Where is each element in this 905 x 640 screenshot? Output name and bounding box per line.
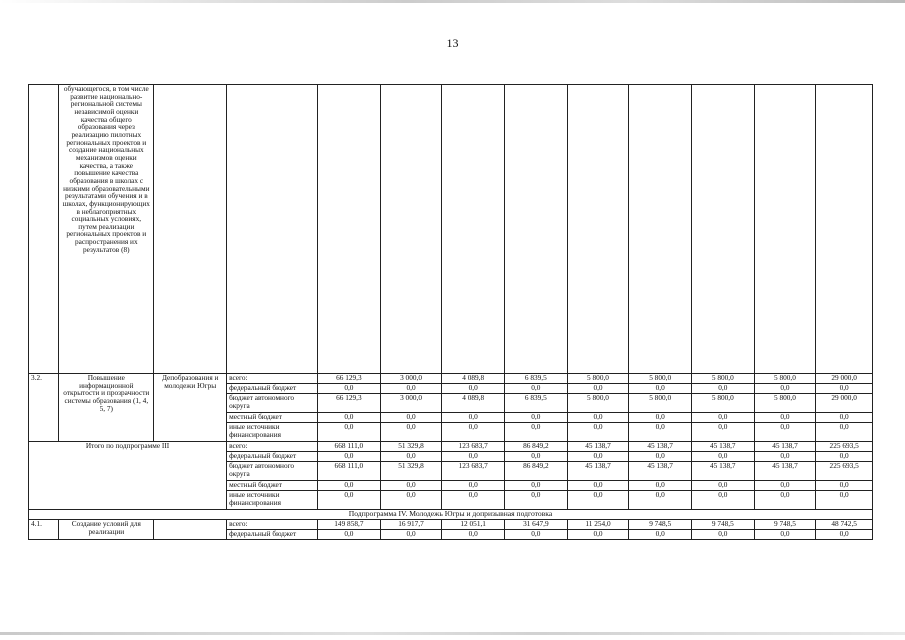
amount-cell: 0,0 [442,452,505,462]
amount-cell: 45 138,7 [691,442,754,452]
funding-source: иные источники финансирования [227,423,318,442]
scan-artifact-top [0,0,905,3]
amount-cell: 0,0 [318,491,381,510]
amount-cell: 0,0 [816,452,873,462]
amount-cell: 668 111,0 [318,442,381,452]
amount-cell: 3 000,0 [380,394,442,413]
amount-cell: 0,0 [505,452,568,462]
amount-cell: 0,0 [505,491,568,510]
amount-cell: 0,0 [505,423,568,442]
activity-description: Создание условий для реализации [59,520,154,540]
executor: Депобразования и молодежи Югры [154,374,227,442]
amount-cell: 51 329,8 [380,462,442,481]
amount-cell: 225 693,5 [816,442,873,452]
table-row [29,374,873,384]
amount-cell: 0,0 [380,423,442,442]
amount-cell: 123 683,7 [442,442,505,452]
amount-cell: 0,0 [442,423,505,442]
amount-cell: 5 800,0 [691,374,754,384]
amount-cell: 48 742,5 [816,520,873,530]
amount-cell: 0,0 [505,413,568,423]
amount-cell: 0,0 [691,491,754,510]
amount-cell: 45 138,7 [754,442,816,452]
amount-cell: 0,0 [567,413,629,423]
amount-cell: 0,0 [754,384,816,394]
amount-cell: 0,0 [629,384,692,394]
amount-cell: 0,0 [442,530,505,540]
amount-cell: 3 000,0 [380,374,442,384]
amount-cell: 0,0 [442,384,505,394]
scan-artifact-bottom [0,632,905,635]
amount-cell: 5 800,0 [629,374,692,384]
funding-source: всего: [227,374,318,384]
amount-cell: 0,0 [318,452,381,462]
amount-cell: 5 800,0 [754,374,816,384]
amount-cell: 0,0 [318,530,381,540]
amount-cell: 0,0 [380,530,442,540]
amount-cell: 0,0 [380,384,442,394]
amount-cell: 51 329,8 [380,442,442,452]
row-number: 4.1. [29,520,59,540]
amount-cell: 0,0 [816,413,873,423]
amount-cell: 11 254,0 [567,520,629,530]
funding-source: всего: [227,520,318,530]
amount-cell: 0,0 [318,423,381,442]
amount-cell: 86 849,2 [505,442,568,452]
amount-cell: 0,0 [754,481,816,491]
amount-cell: 0,0 [505,384,568,394]
amount-cell: 9 748,5 [629,520,692,530]
funding-source: бюджет автономного округа [227,394,318,413]
amount-cell: 0,0 [505,530,568,540]
amount-cell: 0,0 [629,481,692,491]
amount-cell: 0,0 [691,384,754,394]
amount-cell: 0,0 [442,491,505,510]
subprogram-header-row [29,510,873,520]
amount-cell: 5 800,0 [754,394,816,413]
amount-cell: 5 800,0 [629,394,692,413]
amount-cell: 0,0 [691,481,754,491]
amount-cell: 9 748,5 [691,520,754,530]
amount-cell: 0,0 [691,423,754,442]
amount-cell: 6 839,5 [505,374,568,384]
total-label: Итого по подпрограмме III [29,442,227,510]
amount-cell: 0,0 [816,423,873,442]
amount-cell: 0,0 [754,530,816,540]
amount-cell: 0,0 [567,481,629,491]
amount-cell: 0,0 [816,530,873,540]
table-row [29,442,873,452]
amount-cell: 0,0 [816,491,873,510]
amount-cell: 0,0 [567,452,629,462]
table-row [29,520,873,530]
funding-source: федеральный бюджет [227,452,318,462]
amount-cell: 149 858,7 [318,520,381,530]
amount-cell: 5 800,0 [691,394,754,413]
amount-cell: 0,0 [318,413,381,423]
amount-cell: 0,0 [691,413,754,423]
amount-cell: 0,0 [816,481,873,491]
amount-cell: 225 693,5 [816,462,873,481]
budget-table [28,84,873,540]
subprogram-title: Подпрограмма IV. Молодежь Югры и допризывная подготовка [29,510,873,520]
amount-cell: 0,0 [754,423,816,442]
amount-cell: 0,0 [380,481,442,491]
amount-cell: 0,0 [567,530,629,540]
amount-cell: 0,0 [567,384,629,394]
amount-cell: 45 138,7 [567,442,629,452]
amount-cell: 0,0 [318,384,381,394]
amount-cell: 0,0 [754,452,816,462]
amount-cell: 86 849,2 [505,462,568,481]
amount-cell: 12 051,1 [442,520,505,530]
amount-cell: 123 683,7 [442,462,505,481]
funding-source: бюджет автономного округа [227,462,318,481]
amount-cell: 0,0 [629,452,692,462]
amount-cell: 0,0 [380,452,442,462]
amount-cell: 5 800,0 [567,374,629,384]
amount-cell: 0,0 [691,452,754,462]
page-number: 13 [446,36,459,50]
funding-source: федеральный бюджет [227,384,318,394]
amount-cell: 0,0 [816,384,873,394]
amount-cell: 45 138,7 [567,462,629,481]
funding-source: иные источники финансирования [227,491,318,510]
row-number: 3.2. [29,374,59,442]
amount-cell: 45 138,7 [629,462,692,481]
funding-source: местный бюджет [227,413,318,423]
table-row-continuation [29,85,873,374]
amount-cell: 0,0 [380,413,442,423]
amount-cell: 0,0 [380,491,442,510]
executor [154,520,227,540]
amount-cell: 29 000,0 [816,394,873,413]
amount-cell: 66 129,3 [318,374,381,384]
amount-cell: 0,0 [505,481,568,491]
amount-cell: 0,0 [754,413,816,423]
amount-cell: 5 800,0 [567,394,629,413]
amount-cell: 0,0 [754,491,816,510]
amount-cell: 668 111,0 [318,462,381,481]
funding-source: федеральный бюджет [227,530,318,540]
amount-cell: 0,0 [567,423,629,442]
amount-cell: 6 839,5 [505,394,568,413]
activity-description: обучающегося, в том числе развитие национально-региональной системы независимой оценки качества общего образования через реализацию пилотных региональных проектов и создание национальных механизмов оценки качества, а также повышение качества образования в школах с низкими образовательными результатами обучения и в школах, функционирующих в неблагоприятных социальных условиях, путем реализации региональных проектов и распространения их результатов (8) [59,85,154,374]
amount-cell: 16 917,7 [380,520,442,530]
amount-cell: 0,0 [691,530,754,540]
amount-cell: 0,0 [629,423,692,442]
funding-source: местный бюджет [227,481,318,491]
amount-cell: 0,0 [629,413,692,423]
amount-cell: 45 138,7 [754,462,816,481]
amount-cell: 0,0 [318,481,381,491]
amount-cell: 9 748,5 [754,520,816,530]
amount-cell: 0,0 [629,491,692,510]
amount-cell: 0,0 [442,413,505,423]
activity-description: Повышение информационной открытости и прозрачности системы образования (1, 4, 5, 7) [59,374,154,442]
amount-cell: 4 089,8 [442,394,505,413]
amount-cell: 29 000,0 [816,374,873,384]
amount-cell: 31 647,9 [505,520,568,530]
funding-source: всего: [227,442,318,452]
amount-cell: 4 089,8 [442,374,505,384]
amount-cell: 45 138,7 [629,442,692,452]
amount-cell: 45 138,7 [691,462,754,481]
amount-cell: 0,0 [567,491,629,510]
amount-cell: 0,0 [442,481,505,491]
amount-cell: 0,0 [629,530,692,540]
amount-cell: 66 129,3 [318,394,381,413]
